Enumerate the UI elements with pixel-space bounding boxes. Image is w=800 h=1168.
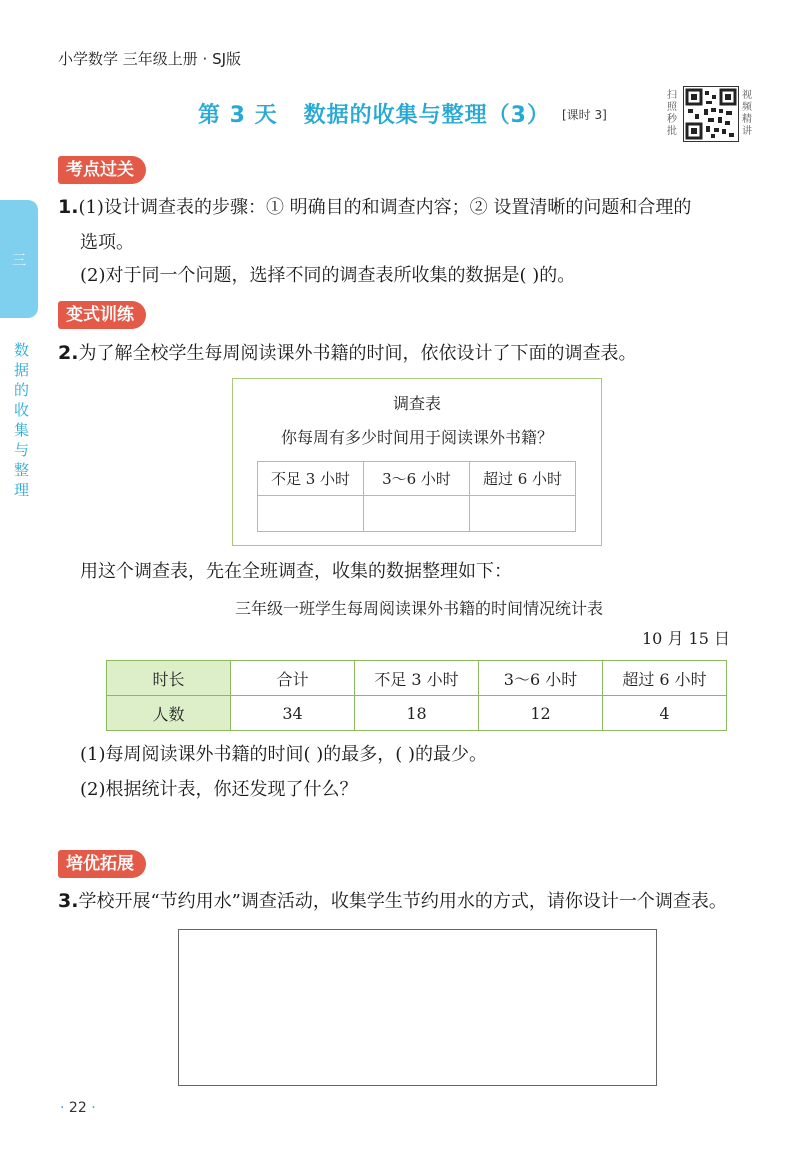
- q1-text-1: (1)设计调查表的步骤：① 明确目的和调查内容；② 设置清晰的问题和合理的: [78, 197, 692, 218]
- lesson-title: [198, 98, 550, 129]
- page-dot-left: ·: [60, 1100, 65, 1116]
- q2-after-text: 用这个调查表，先在全班调查，收集的数据整理如下：: [80, 561, 512, 582]
- q3-number: 3.: [58, 890, 79, 912]
- qr-caption-right: 视频精讲: [742, 90, 752, 137]
- section-tag-kaodian: 考点过关: [58, 156, 146, 184]
- q3-answer-box[interactable]: [178, 929, 657, 1086]
- stat-header-row: [107, 661, 727, 696]
- q2-sub2: (2)根据统计表，你还发现了什么？: [80, 779, 358, 800]
- stat-table-date: 10 月 15 日: [642, 629, 730, 648]
- q2-intro-line: [58, 341, 636, 366]
- survey-title: 调查表: [392, 394, 441, 413]
- q2-sub1: (1)每周阅读课外书籍的时间( )的最多，( )的最少。: [80, 744, 488, 765]
- stat-table: [106, 660, 727, 731]
- survey-option: 3～6 小时: [364, 462, 470, 496]
- stat-row-label: 人数: [107, 696, 231, 731]
- stat-value-cell: 34: [231, 696, 355, 731]
- page-number: [60, 1100, 96, 1116]
- lesson-name: 数据的收集与整理（3）: [303, 103, 550, 128]
- page-dot-right: ·: [91, 1100, 96, 1116]
- survey-blank-cell[interactable]: [258, 496, 364, 532]
- q1-line3: (2)对于同一个问题，选择不同的调查表所收集的数据是( )的。: [80, 265, 576, 286]
- q1-line2: 选项。: [80, 232, 134, 253]
- q2-number: 2.: [58, 342, 79, 364]
- stat-row-label: 时长: [107, 661, 231, 696]
- survey-blank-cell[interactable]: [470, 496, 576, 532]
- stat-value-cell: 12: [479, 696, 603, 731]
- q3-line: [58, 889, 727, 914]
- q1-number: 1.: [58, 196, 79, 218]
- section-tag-peiyou: 培优拓展: [58, 850, 146, 878]
- q3-text: 学校开展“节约用水”调查活动，收集学生节约用水的方式，请你设计一个调查表。: [78, 891, 727, 912]
- survey-options-table: [257, 461, 576, 532]
- survey-option: 超过 6 小时: [470, 462, 576, 496]
- book-title: 小学数学 三年级上册 · SJ版: [58, 50, 242, 68]
- unit-mark: 三: [12, 253, 26, 269]
- section-tag-bianshi: 变式训练: [58, 301, 146, 329]
- stat-header-cell: 不足 3 小时: [355, 661, 479, 696]
- qr-code-icon[interactable]: [683, 86, 739, 142]
- stat-header-cell: 超过 6 小时: [603, 661, 727, 696]
- lesson-tag: [课时 3]: [562, 108, 607, 122]
- stat-header-cell: 3～6 小时: [479, 661, 603, 696]
- stat-header-cell: 合计: [231, 661, 355, 696]
- page-number-value: 22: [68, 1100, 87, 1116]
- stat-data-row: [107, 696, 727, 731]
- side-topic: 数据的收集与整理: [14, 341, 30, 499]
- qr-caption-left: 扫照秒批: [667, 90, 677, 137]
- survey-blank-cell[interactable]: [364, 496, 470, 532]
- q1-line1: [58, 195, 691, 220]
- stat-value-cell: 4: [603, 696, 727, 731]
- lesson-day: 第 3 天: [198, 103, 278, 128]
- stat-table-title: 三年级一班学生每周阅读课外书籍的时间情况统计表: [234, 599, 603, 618]
- stat-value-cell: 18: [355, 696, 479, 731]
- q2-intro: 为了解全校学生每周阅读课外书籍的时间，依依设计了下面的调查表。: [78, 343, 637, 364]
- survey-form: [232, 378, 602, 546]
- survey-option: 不足 3 小时: [258, 462, 364, 496]
- survey-question: 你每周有多少时间用于阅读课外书籍？: [280, 428, 553, 447]
